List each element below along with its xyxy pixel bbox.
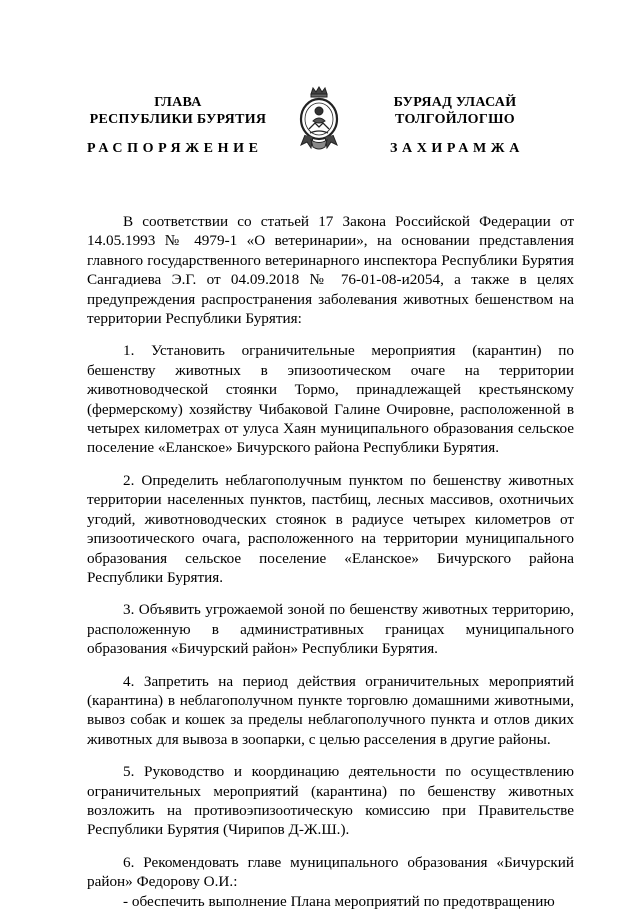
header-left-title-line1: ГЛАВА [154, 95, 202, 110]
preamble-paragraph: В соответствии со статьей 17 Закона Российской Федерации от 14.05.1993 № 4979-1 «О ветеринарии», на основании представления главного государственного ветеринарного инспектора Республики Бурятия Сангадиева Э.Г. от 04.09.2018 № 76-01-08-и2054, а также в целях предупреждения распространения заболевания животных бешенством на территории Республики Бурятия: [87, 213, 574, 328]
header-left-title-line2: РЕСПУБЛИКИ БУРЯТИЯ [89, 112, 267, 127]
item-5-paragraph: 5. Руководство и координацию деятельности по осуществлению ограничительных мероприятий (карантина) по бешенству животных возложить на противоэпизоотическую комиссию при Правительстве Республики Бурятия (Чирипов Д-Ж.Ш.). [87, 763, 574, 839]
doc-type-right: ЗАХИРАМЖА [390, 141, 524, 156]
item-4-paragraph: 4. Запретить на период действия ограничительных мероприятий (карантина) в неблагополучном пункте торговлю домашними животными, вывоз собак и кошек за пределы неблагополучного пункта и отлов диких животных для вывоза в зоопарки, с целью расселения в другие районы. [87, 672, 574, 748]
doc-type-left: РАСПОРЯЖЕНИЕ [87, 141, 263, 156]
item-3-paragraph: 3. Объявить угрожаемой зоной по бешенству животных территорию, расположенную в административных границах муниципального образования «Бичурский район» Республики Бурятия. [87, 601, 574, 658]
header-left-title [78, 94, 278, 128]
document-body [87, 212, 574, 911]
header-right-title-line2: ТОЛГОЙЛОГШО [395, 112, 515, 127]
header-right-title [355, 94, 555, 128]
header-right-title-line1: БУРЯАД УЛАСАЙ [393, 95, 517, 110]
coat-of-arms-icon [297, 85, 341, 155]
item-1-paragraph: 1. Установить ограничительные мероприятия (карантин) по бешенству животных в эпизоотическом очаге на территории животноводческой стоянки Тормо, принадлежащей крестьянскому (фермерскому) хозяйству Чибаковой Галине Очировне, расположенной в четырех километрах от улуса Хаян муниципального образования сельское поселение «Еланское» Бичурского района Республики Бурятия. [87, 342, 574, 457]
item-6-paragraph: 6. Рекомендовать главе муниципального образования «Бичурский район» Федорову О.И.: [87, 853, 574, 891]
item-6-bullet-1: - обеспечить выполнение Плана мероприятий по предотвращению [123, 892, 555, 910]
item-2-paragraph: 2. Определить неблагополучным пунктом по бешенству животных территории населенных пунктов, пастбищ, лесных массивов, охотничьих угодий, животноводческих стоянок в радиусе четырех километров от эпизоотического очага, расположенного на территории муниципального образования сельское поселение «Еланское» Бичурского района Республики Бурятия. [87, 471, 574, 586]
